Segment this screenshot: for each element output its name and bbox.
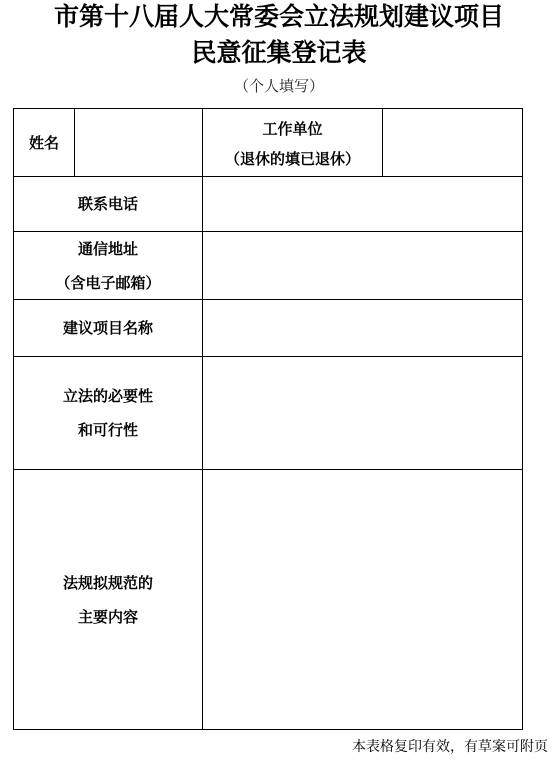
- work-unit-label-text: 工作单位: [262, 119, 323, 138]
- project-name-label: [14, 300, 202, 356]
- address-field[interactable]: [203, 232, 522, 299]
- content-label: [14, 470, 202, 729]
- necessity-label-line2: 和可行性: [77, 421, 138, 439]
- necessity-field[interactable]: [203, 357, 522, 469]
- project-name-field[interactable]: [203, 300, 522, 356]
- form-subtitle: （个人填写）: [233, 77, 324, 95]
- content-label-line1: 法规拟规范的: [62, 573, 153, 592]
- address-label-line1: 通信地址: [77, 239, 138, 258]
- project-name-label-text: 建议项目名称: [62, 319, 153, 337]
- work-unit-field[interactable]: [383, 109, 522, 176]
- phone-label-text: 联系电话: [77, 195, 138, 213]
- name-label-text: 姓名: [28, 133, 59, 152]
- necessity-label-line1: 立法的必要性: [62, 387, 153, 405]
- necessity-label: [14, 357, 202, 469]
- name-field[interactable]: [75, 109, 202, 176]
- phone-field[interactable]: [203, 177, 522, 231]
- phone-label: [14, 177, 202, 231]
- footer-note: 本表格复印有效，有草案可附页: [352, 739, 548, 755]
- address-label-line2: （含电子邮箱）: [55, 273, 161, 292]
- work-unit-label: [203, 111, 382, 176]
- registration-table: [13, 108, 523, 730]
- form-title-line1: 市第十八届人大常委会立法规划建议项目: [53, 2, 504, 31]
- work-unit-note-text: （退休的填已退休）: [224, 149, 360, 168]
- content-label-line2: 主要内容: [77, 607, 138, 626]
- address-label: [14, 232, 202, 299]
- content-field[interactable]: [203, 470, 522, 729]
- name-label: [14, 109, 74, 176]
- form-title-line2: 民意征集登记表: [191, 38, 367, 67]
